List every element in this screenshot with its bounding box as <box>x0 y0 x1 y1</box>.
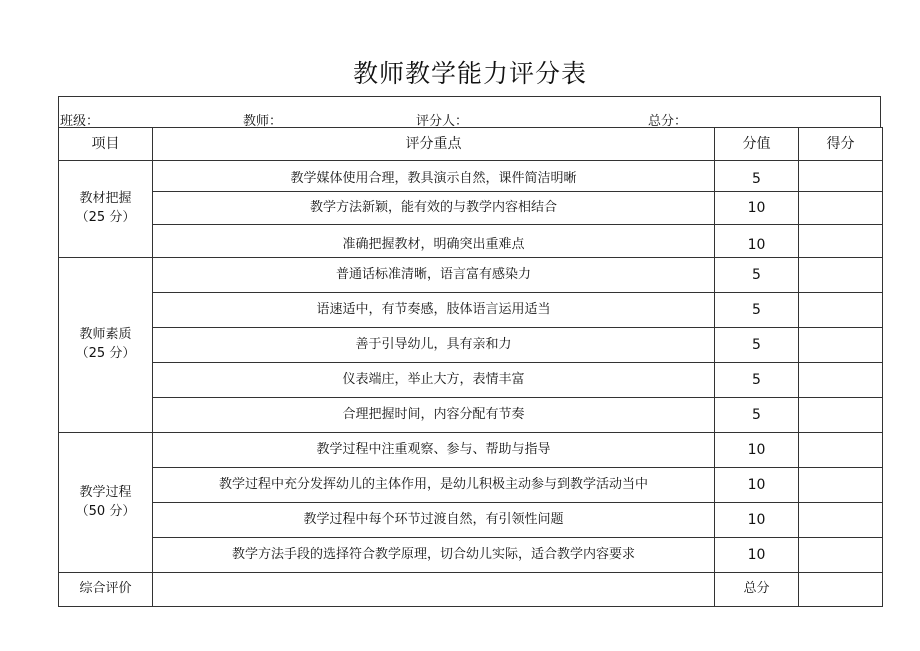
focus-cell: 教学过程中注重观察、参与、帮助与指导 <box>153 433 715 468</box>
table-row <box>59 161 883 192</box>
focus-cell: 仪表端庄，举止大方，表情丰富 <box>153 363 715 398</box>
score-cell[interactable] <box>799 468 883 503</box>
overall-evaluation-label: 综合评价 <box>59 573 153 607</box>
score-cell[interactable] <box>799 225 883 258</box>
section-name: 教材把握 <box>79 191 132 207</box>
table-row <box>59 398 883 433</box>
points-cell: 5 <box>715 328 799 363</box>
points-cell: 10 <box>715 503 799 538</box>
info-row <box>58 96 881 127</box>
section-weight: （25 分） <box>75 210 136 225</box>
table-row <box>59 192 883 225</box>
table-row <box>59 225 883 258</box>
points-cell: 10 <box>715 225 799 258</box>
score-cell[interactable] <box>799 363 883 398</box>
focus-cell: 合理把握时间，内容分配有节奏 <box>153 398 715 433</box>
table-row <box>59 503 883 538</box>
score-cell[interactable] <box>799 293 883 328</box>
section-cell <box>59 161 153 258</box>
points-cell: 5 <box>715 258 799 293</box>
focus-cell: 教学方法手段的选择符合教学原理，切合幼儿实际，适合教学内容要求 <box>153 538 715 573</box>
header-score: 得分 <box>799 128 883 161</box>
table-row <box>59 468 883 503</box>
focus-cell: 教学过程中充分发挥幼儿的主体作用，是幼儿积极主动参与到教学活动当中 <box>153 468 715 503</box>
header-focus: 评分重点 <box>153 128 715 161</box>
section-cell <box>59 258 153 433</box>
score-cell[interactable] <box>799 328 883 363</box>
points-cell: 10 <box>715 538 799 573</box>
summary-row <box>59 573 883 607</box>
score-cell[interactable] <box>799 398 883 433</box>
header-points: 分值 <box>715 128 799 161</box>
table-row <box>59 538 883 573</box>
points-cell: 5 <box>715 398 799 433</box>
class-label: 班级： <box>60 114 100 129</box>
score-cell[interactable] <box>799 192 883 225</box>
table-row <box>59 258 883 293</box>
focus-cell: 教学过程中每个环节过渡自然，有引领性问题 <box>153 503 715 538</box>
focus-cell: 善于引导幼儿，具有亲和力 <box>153 328 715 363</box>
score-table <box>58 127 883 607</box>
section-weight: （25 分） <box>75 346 136 361</box>
section-name: 教学过程 <box>79 484 132 500</box>
score-cell[interactable] <box>799 538 883 573</box>
teacher-label: 教师： <box>243 114 283 129</box>
total-score-label: 总分 <box>715 573 799 607</box>
focus-cell: 普通话标准清晰，语言富有感染力 <box>153 258 715 293</box>
table-row <box>59 293 883 328</box>
table-row <box>59 433 883 468</box>
points-cell: 5 <box>715 293 799 328</box>
section-cell <box>59 433 153 573</box>
focus-cell: 准确把握教材，明确突出重难点 <box>153 225 715 258</box>
table-row <box>59 363 883 398</box>
section-weight: （50 分） <box>75 503 136 519</box>
total-score-cell[interactable] <box>799 573 883 607</box>
points-cell: 10 <box>715 433 799 468</box>
document-title: 教师教学能力评分表 <box>352 59 587 88</box>
focus-cell: 教学方法新颖，能有效的与教学内容相结合 <box>153 192 715 225</box>
overall-evaluation-cell[interactable] <box>153 573 715 607</box>
rater-label: 评分人： <box>416 114 469 129</box>
points-cell: 5 <box>715 363 799 398</box>
total-label: 总分： <box>648 114 688 129</box>
score-cell[interactable] <box>799 433 883 468</box>
score-cell[interactable] <box>799 258 883 293</box>
score-cell[interactable] <box>799 503 883 538</box>
score-cell[interactable] <box>799 161 883 192</box>
table-row <box>59 328 883 363</box>
focus-cell: 语速适中，有节奏感，肢体语言运用适当 <box>153 293 715 328</box>
header-row <box>59 128 883 161</box>
points-cell: 5 <box>715 161 799 192</box>
header-item: 项目 <box>59 128 153 161</box>
section-name: 教师素质 <box>79 327 132 343</box>
points-cell: 10 <box>715 192 799 225</box>
focus-cell: 教学媒体使用合理，教具演示自然，课件简洁明晰 <box>153 161 715 192</box>
points-cell: 10 <box>715 468 799 503</box>
